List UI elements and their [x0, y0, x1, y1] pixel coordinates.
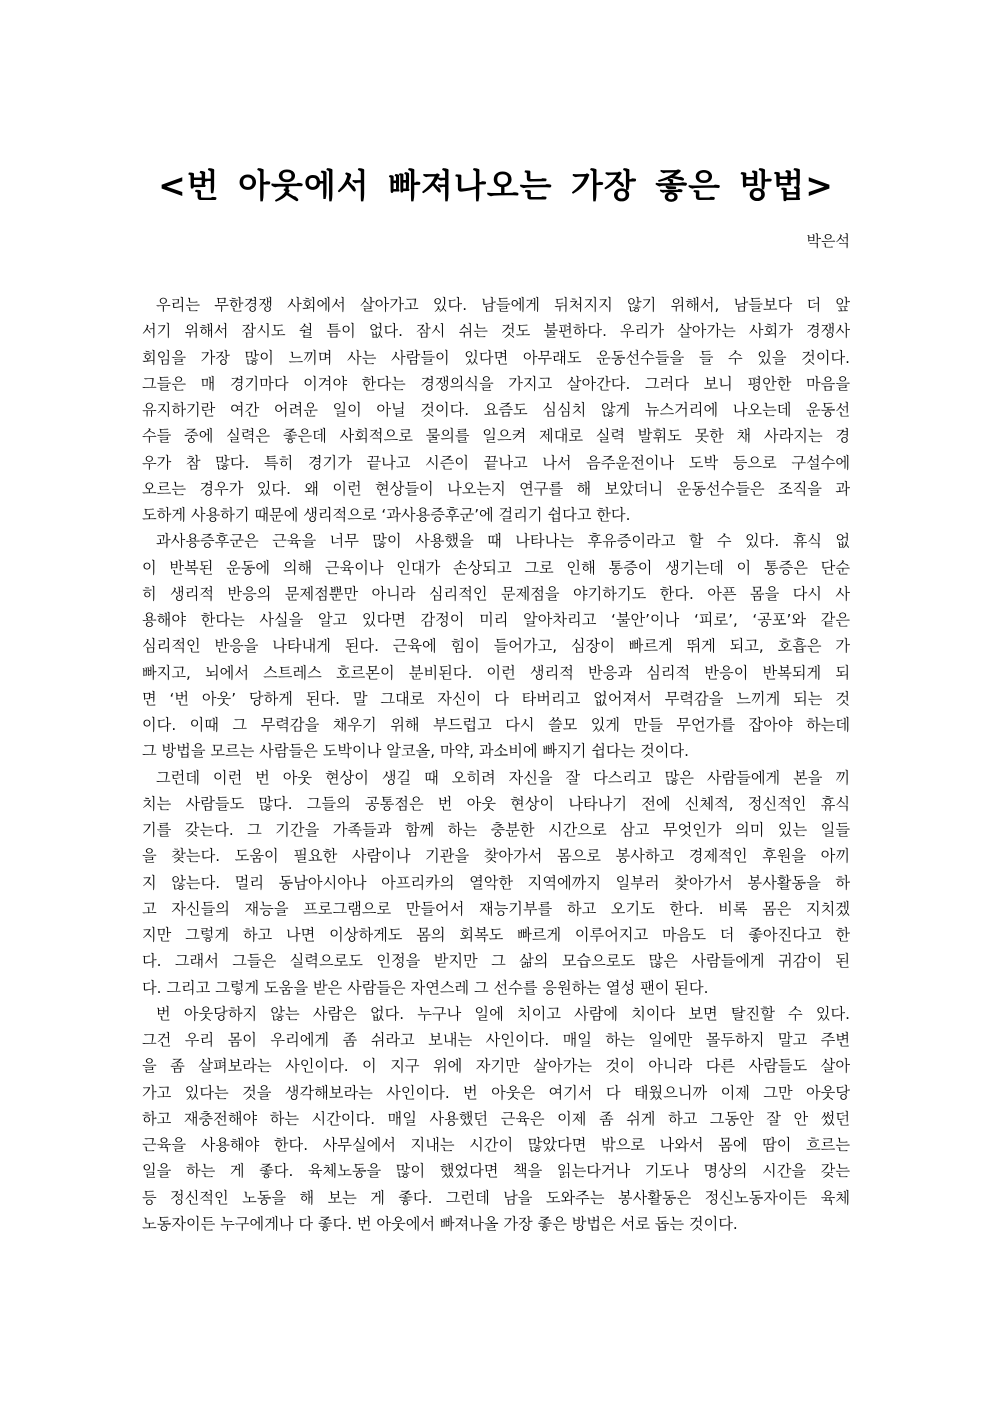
document-body	[142, 292, 850, 1237]
text-line: 고 자신들의 재능을 프로그램으로 만들어서 재능기부를 하고 오기도 한다. 비록 몸은 지치겠	[142, 899, 850, 918]
text-line: 지 않는다. 멀리 동남아시아나 아프리카의 열악한 지역에까지 일부러 찾아가서 봉사활동을 하	[142, 873, 850, 892]
text-line: 다. 그래서 그들은 실력으로도 인정을 받지만 그 삶의 모습으로도 많은 사람들에게 귀감이 된	[142, 952, 850, 971]
text-line: 일을 하는 게 좋다. 육체노동을 많이 했었다면 책을 읽는다거나 기도나 명상의 시간을 갖는	[142, 1162, 850, 1181]
text-line: 하고 재충전해야 하는 시간이다. 매일 사용했던 근육은 이제 좀 쉬게 하고 그동안 잘 안 썼던	[142, 1109, 850, 1128]
text-line: 그 방법을 모르는 사람들은 도박이나 알코올, 마약, 과소비에 빠지기 쉽다는 것이다.	[142, 742, 689, 761]
text-line: 회임을 가장 많이 느끼며 사는 사람들이 있다면 아무래도 운동선수들을 들 수 있을 것이다.	[142, 348, 850, 367]
text-line: 가고 있다는 것을 생각해보라는 사인이다. 번 아웃은 여기서 다 태웠으니까 이제 그만 아웃당	[142, 1083, 850, 1102]
paragraph-1	[142, 292, 850, 528]
text-line: 서기 위해서 잠시도 쉴 틈이 없다. 잠시 쉬는 것도 불편하다. 우리가 살아가는 사회가 경쟁사	[142, 322, 850, 341]
text-line: 그들은 매 경기마다 이겨야 한다는 경쟁의식을 가지고 살아간다. 그러다 보니 평안한 마음을	[142, 374, 850, 393]
text-line: 번 아웃당하지 않는 사람은 없다. 누구나 일에 치이고 사람에 치이다 보면 탈진할 수 있다.	[156, 1004, 850, 1023]
text-line: 용해야 한다는 사실을 알고 있다면 감정이 미리 알아차리고 ‘불안’이나 ‘피로’, ‘공포’와 같은	[142, 611, 850, 629]
text-line: 우리는 무한경쟁 사회에서 살아가고 있다. 남들에게 뒤처지지 않기 위해서, 남들보다 더 앞	[156, 296, 850, 314]
text-line: 기를 갖는다. 그 기간을 가족들과 함께 하는 충분한 시간으로 삼고 무엇인가 의미 있는 일들	[142, 821, 850, 839]
text-line: 히 생리적 반응의 문제점뿐만 아니라 심리적인 문제점을 야기하기도 한다. 아픈 몸을 다시 사	[142, 584, 850, 603]
paragraph-3	[142, 765, 850, 1001]
paragraph-4	[142, 1001, 850, 1237]
text-line: 다. 그리고 그렇게 도움을 받은 사람들은 자연스레 그 선수를 응원하는 열성 팬이 된다.	[142, 978, 709, 997]
text-line: 등 정신적인 노동을 해 보는 게 좋다. 그런데 남을 도와주는 봉사활동은 정신노동자이든 육체	[142, 1188, 850, 1207]
text-line: 빠지고, 뇌에서 스트레스 호르몬이 분비된다. 이런 생리적 반응과 심리적 반응이 반복되게 되	[142, 663, 850, 682]
text-line: 도하게 사용하기 때문에 생리적으로 ‘과사용증후군’에 걸리기 쉽다고 한다.	[142, 506, 631, 524]
text-line: 유지하기란 여간 어려운 일이 아닐 것이다. 요즘도 심심치 않게 뉴스거리에 나오는데 운동선	[142, 401, 850, 419]
text-line: 을 찾는다. 도움이 필요한 사람이나 기관을 찾아가서 몸으로 봉사하고 경제적인 후원을 아끼	[142, 847, 850, 866]
text-line: 치는 사람들도 많다. 그들의 공통점은 번 아웃 현상이 나타나기 전에 신체적, 정신적인 휴식	[142, 794, 850, 813]
text-line: 면 ‘번 아웃’ 당하게 된다. 말 그대로 자신이 다 타버리고 없어져서 무력감을 느끼게 되는 것	[142, 689, 850, 708]
text-line: 이다. 이때 그 무력감을 채우기 위해 부드럽고 다시 쓸모 있게 만들 무언가를 잡아야 하는데	[142, 716, 850, 734]
text-line: 심리적인 반응을 나타내게 된다. 근육에 힘이 들어가고, 심장이 빠르게 뛰게 되고, 호흡은 가	[142, 637, 850, 656]
paragraph-2	[142, 528, 850, 764]
text-line: 이 반복된 운동에 의해 근육이나 인대가 손상되고 그로 인해 통증이 생기는데 이 통증은 단순	[142, 558, 850, 577]
text-line: 을 좀 살펴보라는 사인이다. 이 지구 위에 자기만 살아가는 것이 아니라 다른 사람들도 살아	[142, 1057, 850, 1076]
text-line: 수들 중에 실력은 좋은데 사회적으로 물의를 일으켜 제대로 실력 발휘도 못한 채 사라지는 경	[142, 427, 850, 446]
text-line: 과사용증후군은 근육을 너무 많이 사용했을 때 나타나는 후유증이라고 할 수 있다. 휴식 없	[156, 532, 850, 551]
text-line: 지만 그렇게 하고 나면 이상하게도 몸의 회복도 빠르게 이루어지고 마음도 더 좋아진다고 한	[142, 926, 850, 944]
text-line: 그런데 이런 번 아웃 현상이 생길 때 오히려 자신을 잘 다스리고 많은 사람들에게 본을 끼	[156, 768, 850, 787]
text-line: 그건 우리 몸이 우리에게 좀 쉬라고 보내는 사인이다. 매일 하는 일에만 몰두하지 말고 주변	[142, 1031, 850, 1049]
text-line: 근육을 사용해야 한다. 사무실에서 지내는 시간이 많았다면 밖으로 나와서 몸에 땀이 흐르는	[142, 1136, 850, 1154]
text-line: 우가 참 많다. 특히 경기가 끝나고 시즌이 끝나고 나서 음주운전이나 도박 등으로 구설수에	[142, 453, 850, 472]
text-line: 노동자이든 누구에게나 다 좋다. 번 아웃에서 빠져나올 가장 좋은 방법은 서로 돕는 것이다.	[142, 1214, 738, 1233]
text-line: 오르는 경우가 있다. 왜 이런 현상들이 나오는지 연구를 해 보았더니 운동선수들은 조직을 과	[142, 479, 850, 498]
author-name: 박은석	[806, 232, 850, 250]
document-title: <번 아웃에서 빠져나오는 가장 좋은 방법>	[158, 166, 834, 205]
